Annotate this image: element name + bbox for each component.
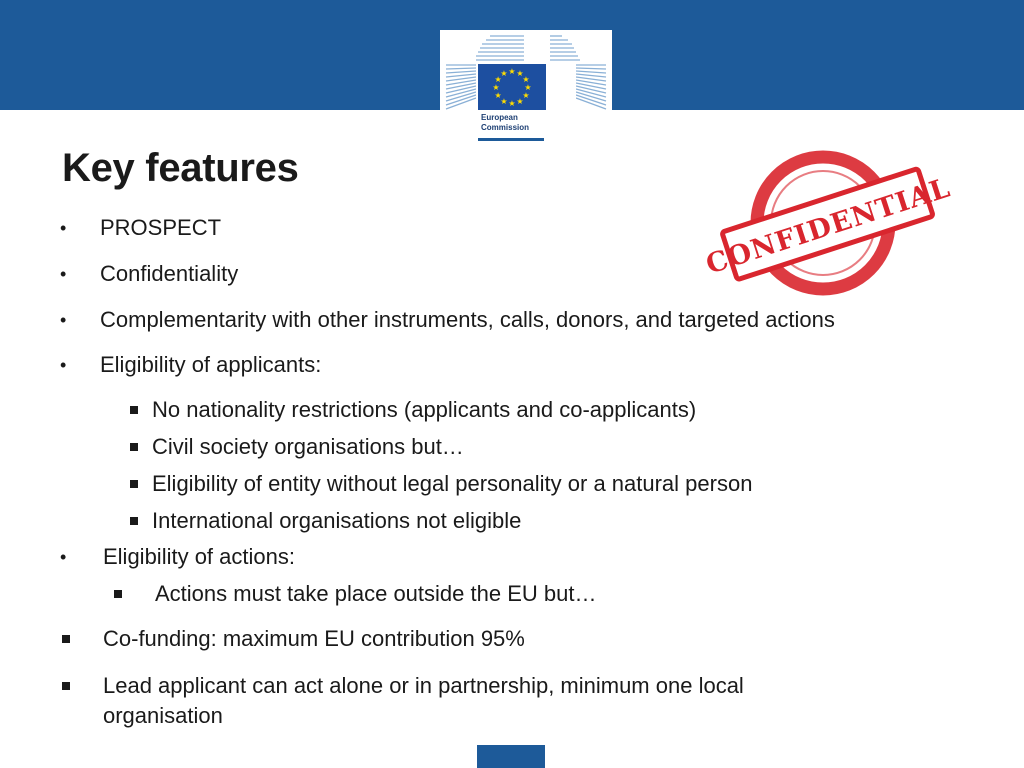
bullet-dot: • bbox=[60, 355, 67, 375]
bullet-eligibility-applicants: Eligibility of applicants: bbox=[100, 352, 322, 377]
subitem-civil-society: Civil society organisations but… bbox=[152, 434, 464, 459]
square-bullet bbox=[130, 406, 138, 414]
flag-star-icon: ★ bbox=[522, 75, 530, 84]
flag-star-icon: ★ bbox=[500, 96, 508, 106]
flag-star-icon: ★ bbox=[522, 91, 530, 100]
bullet-lead-applicant-line1: Lead applicant can act alone or in partnership, minimum one local bbox=[103, 673, 744, 698]
square-bullet bbox=[130, 443, 138, 451]
subitem-nationality: No nationality restrictions (applicants and co-applicants) bbox=[152, 397, 697, 422]
flag-star-icon: ★ bbox=[516, 96, 524, 106]
logo-line-1: European bbox=[481, 113, 518, 122]
logo-wordmark bbox=[481, 113, 529, 133]
flag-star-icon: ★ bbox=[516, 69, 524, 79]
square-bullet bbox=[62, 635, 70, 643]
subitem-outside-eu: Actions must take place outside the EU but… bbox=[155, 581, 597, 606]
bullet-complementarity: Complementarity with other instruments, calls, donors, and targeted actions bbox=[100, 307, 835, 332]
subitem-international-orgs: International organisations not eligible bbox=[152, 508, 522, 533]
bullet-eligibility-actions: Eligibility of actions: bbox=[103, 544, 295, 569]
flag-star-icon: ★ bbox=[524, 83, 532, 92]
flag-star-icon: ★ bbox=[494, 75, 502, 84]
stamp-label: CONFIDENTIAL bbox=[702, 172, 955, 281]
flag-star-icon: ★ bbox=[492, 83, 500, 92]
square-bullet bbox=[130, 517, 138, 525]
flag-star-icon: ★ bbox=[494, 91, 502, 100]
square-bullet bbox=[62, 682, 70, 690]
bullet-cofunding: Co-funding: maximum EU contribution 95% bbox=[103, 626, 525, 651]
logo-underline bbox=[478, 138, 544, 141]
square-bullet bbox=[130, 480, 138, 488]
bullet-confidentiality: Confidentiality bbox=[100, 261, 239, 286]
bullet-dot: • bbox=[60, 310, 67, 330]
confidential-stamp bbox=[702, 148, 955, 298]
square-bullet bbox=[114, 590, 122, 598]
bullet-dot: • bbox=[60, 264, 67, 284]
european-commission-logo bbox=[440, 30, 612, 146]
flag-star-icon: ★ bbox=[508, 67, 516, 76]
subitem-legal-personality: Eligibility of entity without legal personality or a natural person bbox=[152, 471, 753, 496]
flag-star-icon: ★ bbox=[500, 69, 508, 79]
bullet-lead-applicant-line2: organisation bbox=[103, 703, 223, 728]
footer-tab bbox=[477, 745, 545, 768]
bullet-dot: • bbox=[60, 218, 67, 238]
slide-title: Key features bbox=[62, 146, 299, 190]
bullet-prospect: PROSPECT bbox=[100, 215, 222, 240]
logo-line-2: Commission bbox=[481, 123, 530, 132]
flag-star-icon: ★ bbox=[508, 99, 516, 108]
bullet-dot: • bbox=[60, 547, 67, 567]
